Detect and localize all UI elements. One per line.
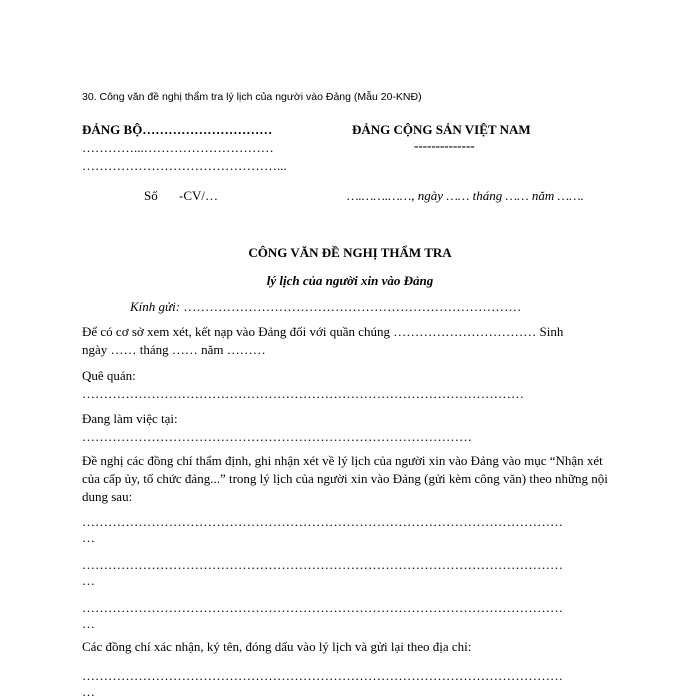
content-dots-3: ………………………………………………………………………………………………… <box>82 600 563 615</box>
workplace-dots: ……………………………………………………………………………… <box>82 429 472 444</box>
content-dots-3-end: … <box>82 616 95 631</box>
document-number-label: Số <box>144 188 158 203</box>
document-title: CÔNG VĂN ĐỀ NGHỊ THẨM TRA <box>248 245 452 260</box>
content-dots-4: ………………………………………………………………………………………………… <box>82 668 563 683</box>
paragraph-2: Đề nghị các đồng chí thẩm định, ghi nhận xét về lý lịch của người xin vào Đảng vào mục “Nhận xét của cấp ủy, tổ chức đảng...” trong lý lịch của người xin vào Đảng (gửi kèm công văn) theo những nội dung sau: <box>82 453 608 504</box>
party-committee-line-3: ………………………………………... <box>82 158 287 173</box>
date-line: ….…….……, ngày …… tháng …… năm ……. <box>347 188 584 203</box>
document-number-value: -CV/… <box>179 188 218 203</box>
hometown-dots: ………………………………………………………………………………………… <box>82 386 524 401</box>
content-dots-2-end: … <box>82 573 95 588</box>
paragraph-1-line-2: ngày …… tháng …… năm ……… <box>82 342 266 357</box>
content-dots-1-end: … <box>82 530 95 545</box>
hometown-label: Quê quán: <box>82 368 136 383</box>
paragraph-1-line-1: Để có cơ sở xem xét, kết nạp vào Đảng đối với quần chúng …………………………… Sinh <box>82 324 564 339</box>
workplace-label: Đang làm việc tại: <box>82 411 178 426</box>
party-committee-line: ĐẢNG BỘ………………………… <box>82 122 273 137</box>
document-subtitle: lý lịch của người xin vào Đảng <box>266 273 434 288</box>
content-dots-2: ………………………………………………………………………………………………… <box>82 557 563 572</box>
party-name-rule: -------------- <box>414 138 475 153</box>
party-name-title: ĐẢNG CỘNG SẢN VIỆT NAM <box>352 122 531 137</box>
content-dots-4-end: … <box>82 684 95 699</box>
recipient-line <box>130 299 521 315</box>
party-committee-line-2: …………...………………………… <box>82 140 274 155</box>
form-caption: 30. Công văn đề nghị thẩm tra lý lịch của người vào Đảng (Mẫu 20-KNĐ) <box>82 91 422 103</box>
content-dots-1: ………………………………………………………………………………………………… <box>82 514 563 529</box>
recipient-dots: …………………………………………………………………… <box>180 299 522 314</box>
recipient-label: Kính gửi: <box>130 299 181 314</box>
paragraph-3: Các đồng chí xác nhận, ký tên, đóng dấu vào lý lịch và gửi lại theo địa chỉ: <box>82 639 472 654</box>
